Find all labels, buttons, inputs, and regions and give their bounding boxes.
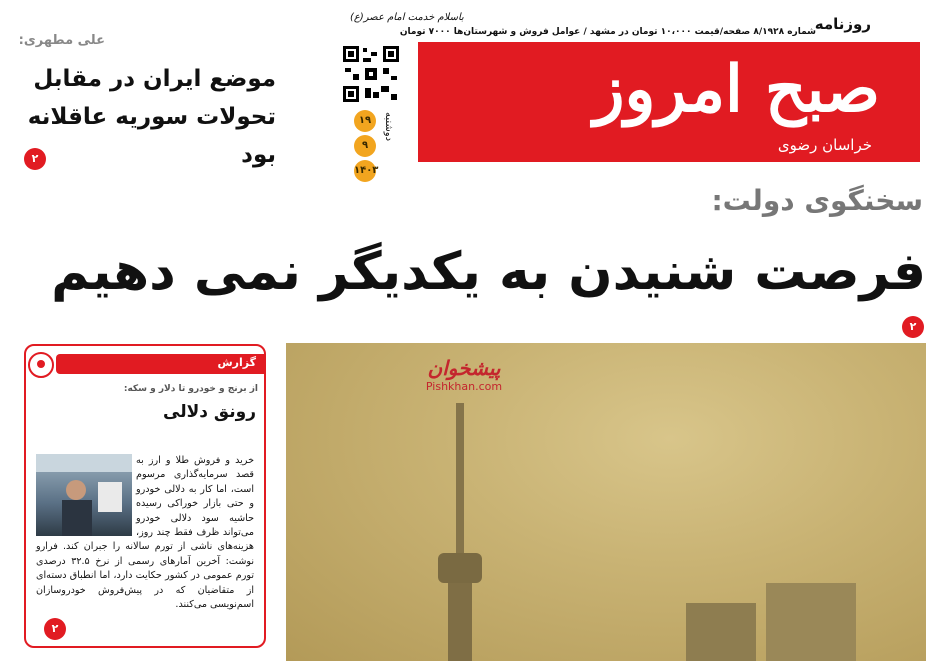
date-day: ۱۹: [354, 110, 376, 132]
report-body: [36, 454, 254, 612]
side-story-page-badge: ۲: [24, 148, 46, 170]
report-kicker: از برنج و خودرو تا دلار و سکه:: [123, 384, 258, 394]
issue-date: [354, 110, 400, 182]
side-story-kicker: علی مطهری:: [18, 33, 105, 48]
watermark-url: Pishkhan.com: [425, 380, 503, 393]
masthead-slogan: باسلام خدمت امام عصر(ع): [350, 12, 464, 23]
building-silhouette: [766, 583, 856, 661]
pishkhan-watermark: [416, 356, 512, 393]
report-page-badge: ۲: [44, 618, 66, 640]
report-section-label: گزارش: [217, 356, 256, 369]
building-silhouette: [686, 603, 756, 661]
masthead-logo-box: [418, 42, 920, 162]
watermark-persian: پیشخوان: [427, 356, 501, 380]
main-story-headline[interactable]: فرصت شنیدن به یکدیگر نمی دهیم: [51, 242, 926, 302]
newspaper-region: خراسان رضوی: [777, 136, 872, 154]
date-weekday: دوشنبه: [383, 112, 394, 142]
date-month: ۹: [354, 135, 376, 157]
milad-tower-base: [448, 583, 472, 661]
main-story-page-badge: ۲: [902, 316, 924, 338]
main-story-kicker: سخنگوی دولت:: [711, 184, 923, 217]
qr-code-icon: [343, 46, 399, 102]
newspaper-name: صبح امروز: [593, 52, 880, 127]
side-story-headline[interactable]: موضع ایران در مقابل تحولات سوریه عاقلانه بود: [27, 66, 276, 168]
date-year: ۱۴۰۳: [354, 160, 376, 182]
milad-tower-pod: [438, 553, 482, 583]
report-section-bar: [56, 354, 264, 374]
paper-type-label: روزنامه: [814, 15, 871, 33]
report-title[interactable]: رونق دلالی: [163, 402, 256, 422]
report-box[interactable]: [24, 344, 266, 648]
report-icon: [28, 352, 54, 378]
main-photo-tehran-smog: [286, 343, 926, 661]
report-body-text: خرید و فروش طلا و ارز به قصد سرمایه‌گذاری مرسوم است، اما کار به دلالی خودرو و حتی بازار خوراکی رسیده حاشیه سود دلالی خودرو می‌تواند ظرف فقط چند روز، هزینه‌های ناشی از تورم سالانه را جبران کند. فرارو نوشت: آخرین آمارهای رسمی از نرخ ۳۲.۵ درصدی تورم عمومی در کشور حکایت دارد، اما انطباق دسته‌ای از متقاضیان که در پیش‌فروش خودروسازان اسم‌نویسی می‌کنند.: [36, 455, 254, 611]
report-photo-spacer: [36, 454, 136, 540]
issue-info: شماره ۸/۱۹۲۸ صفحه/قیمت ۱۰،۰۰۰ تومان در مشهد / عوامل فروش و شهرستان‌ها ۷۰۰۰ تومان: [399, 27, 816, 37]
